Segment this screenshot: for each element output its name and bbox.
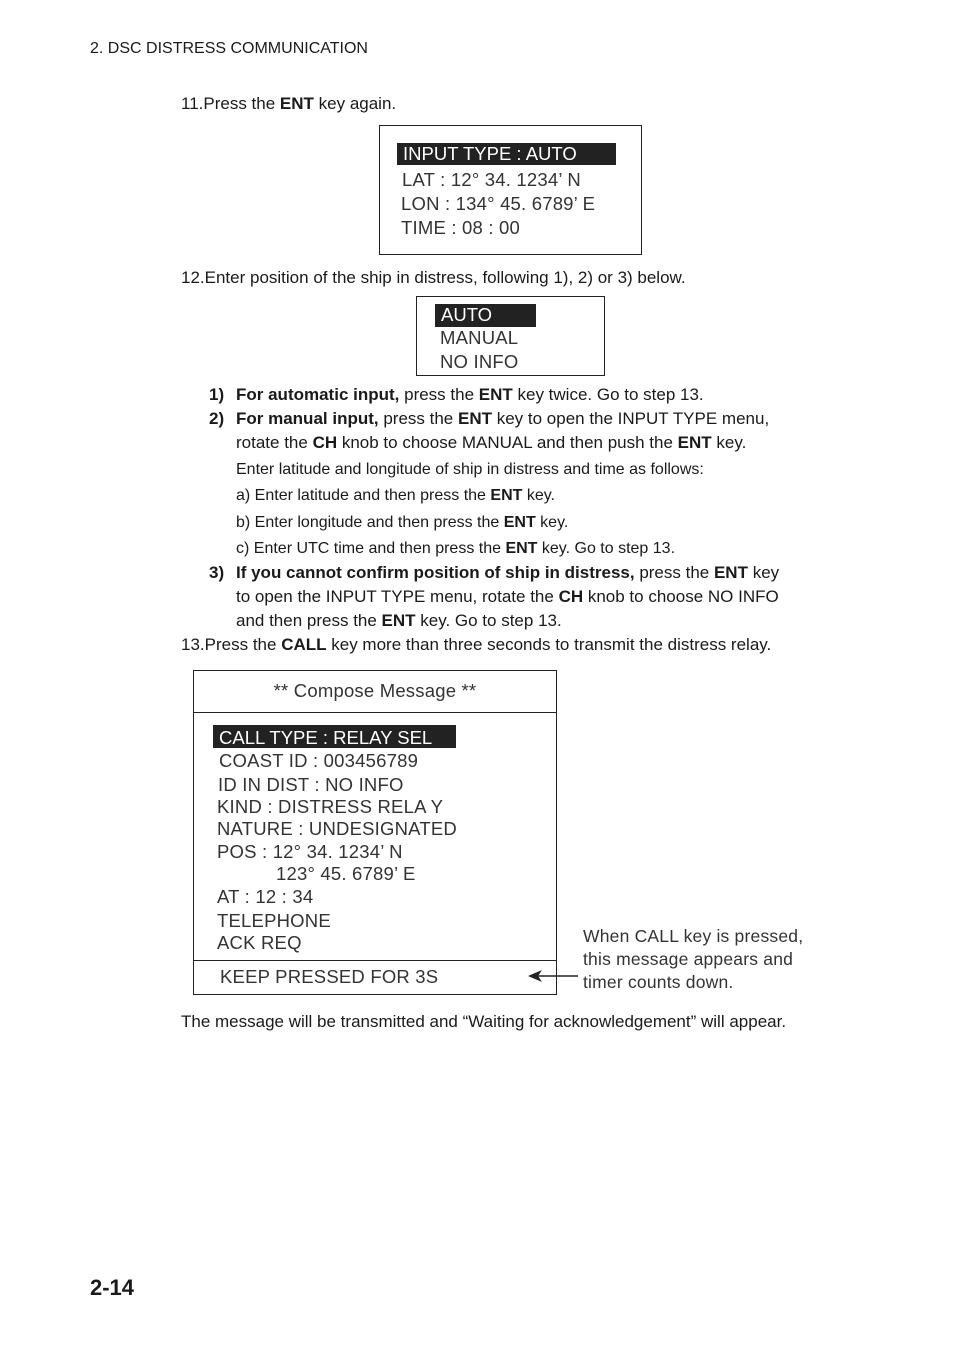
longitude-line: LON : 134° 45. 6789’ E	[401, 193, 596, 214]
menu-item: NO INFO	[440, 351, 519, 372]
text: press the	[378, 409, 458, 428]
telephone-line: TELEPHONE	[217, 910, 331, 931]
substep-3-line1	[236, 561, 779, 585]
substep-number: 1)	[209, 385, 225, 404]
footer-divider	[194, 960, 556, 961]
step-number: 12.	[181, 268, 205, 287]
id-in-dist-line: ID IN DIST : NO INFO	[218, 774, 404, 795]
text: key twice. Go to step 13.	[512, 385, 704, 404]
substep-1	[209, 383, 224, 407]
step-number: 11.	[181, 94, 204, 113]
pos-lon-line: 123° 45. 6789’ E	[276, 863, 416, 884]
text: press the	[634, 563, 714, 582]
key-name: ENT	[713, 563, 748, 582]
key-name: CH	[558, 587, 584, 606]
substep-3	[209, 561, 224, 585]
key-name: ENT	[457, 409, 492, 428]
highlighted-line: INPUT TYPE : AUTO	[397, 143, 616, 165]
substep-number: 3)	[209, 563, 225, 582]
at-time-line: AT : 12 : 34	[217, 886, 314, 907]
substep-2a	[236, 485, 555, 507]
text: press the	[399, 385, 479, 404]
step-13	[181, 633, 771, 657]
input-type-menu	[416, 296, 605, 376]
menu-item-selected: AUTO	[435, 304, 536, 327]
page-number: 2-14	[90, 1275, 135, 1300]
text: and then press the	[236, 611, 382, 630]
key-name: CALL	[281, 635, 327, 654]
nature-line: NATURE : UNDESIGNATED	[217, 818, 457, 839]
text: knob to choose NO INFO	[583, 587, 779, 606]
step-text: Press the	[204, 635, 282, 654]
callout-line: this message appears and	[583, 949, 794, 969]
kind-line: KIND : DISTRESS RELA Y	[217, 796, 444, 817]
substep-2	[209, 407, 224, 431]
section-header: 2. DSC DISTRESS COMMUNICATION	[90, 40, 368, 57]
key-name: ENT	[677, 433, 712, 452]
callout-arrow-icon	[526, 966, 584, 986]
substep-2-line2	[236, 431, 746, 455]
step-text: Press the	[203, 94, 280, 113]
highlighted-line: CALL TYPE : RELAY SEL	[213, 725, 456, 748]
text: key to open the INPUT TYPE menu,	[491, 409, 770, 428]
coast-id-line: COAST ID : 003456789	[219, 750, 419, 771]
bold-lead: For automatic input,	[236, 385, 400, 404]
text: key.	[711, 433, 747, 452]
substep-2b	[236, 512, 568, 534]
step-text: key again.	[313, 94, 397, 113]
ack-req-line: ACK REQ	[217, 932, 302, 953]
key-name: ENT	[490, 487, 523, 504]
time-line: TIME : 08 : 00	[401, 217, 520, 238]
text: knob to choose MANUAL and then push the	[337, 433, 678, 452]
substep-2-intro: Enter latitude and longitude of ship in distress and time as follows:	[236, 461, 704, 478]
pos-lat-line: POS : 12° 34. 1234’ N	[217, 841, 403, 862]
key-name: ENT	[279, 94, 314, 113]
text: to open the INPUT TYPE menu, rotate the	[236, 587, 559, 606]
callout-text	[583, 925, 803, 994]
keep-pressed-message: KEEP PRESSED FOR 3S	[220, 966, 439, 987]
bold-lead: For manual input,	[236, 409, 379, 428]
substep-number: 2)	[209, 409, 225, 428]
text: a) Enter latitude and then press the	[236, 487, 491, 504]
key-name: ENT	[478, 385, 513, 404]
title-divider	[194, 712, 556, 713]
text: key. Go to step 13.	[537, 540, 676, 557]
substep-2-line1	[236, 407, 769, 431]
substep-3-line2	[236, 585, 779, 609]
callout-line: When CALL key is pressed,	[583, 926, 804, 946]
text: key	[747, 563, 780, 582]
text: key. Go to step 13.	[415, 611, 562, 630]
key-name: ENT	[381, 611, 416, 630]
compose-title: ** Compose Message **	[273, 680, 477, 701]
step-text: Enter position of the ship in distress, following 1), 2) or 3) below.	[204, 268, 686, 287]
step-text: key more than three seconds to transmit the distress relay.	[326, 635, 772, 654]
step-12	[181, 266, 686, 290]
step-11	[181, 92, 396, 116]
menu-item: MANUAL	[440, 327, 519, 348]
text: rotate the	[236, 433, 313, 452]
step-number: 13.	[181, 635, 205, 654]
compose-message-screen	[193, 670, 557, 995]
text: c) Enter UTC time and then press the	[236, 540, 506, 557]
closing-text: The message will be transmitted and “Waiting for acknowledgement” will appear.	[181, 1012, 787, 1031]
text: key.	[522, 487, 555, 504]
bold-lead: If you cannot confirm position of ship in distress,	[236, 563, 635, 582]
key-name: CH	[312, 433, 338, 452]
input-type-screen	[379, 125, 642, 255]
text: key.	[535, 514, 569, 531]
text: b) Enter longitude and then press the	[236, 514, 504, 531]
key-name: ENT	[505, 540, 538, 557]
substep-3-line3	[236, 609, 562, 633]
key-name: ENT	[503, 514, 536, 531]
latitude-line: LAT : 12° 34. 1234’ N	[402, 169, 581, 190]
callout-line: timer counts down.	[583, 972, 734, 992]
substep-1-text	[236, 383, 704, 407]
substep-2c	[236, 538, 675, 560]
